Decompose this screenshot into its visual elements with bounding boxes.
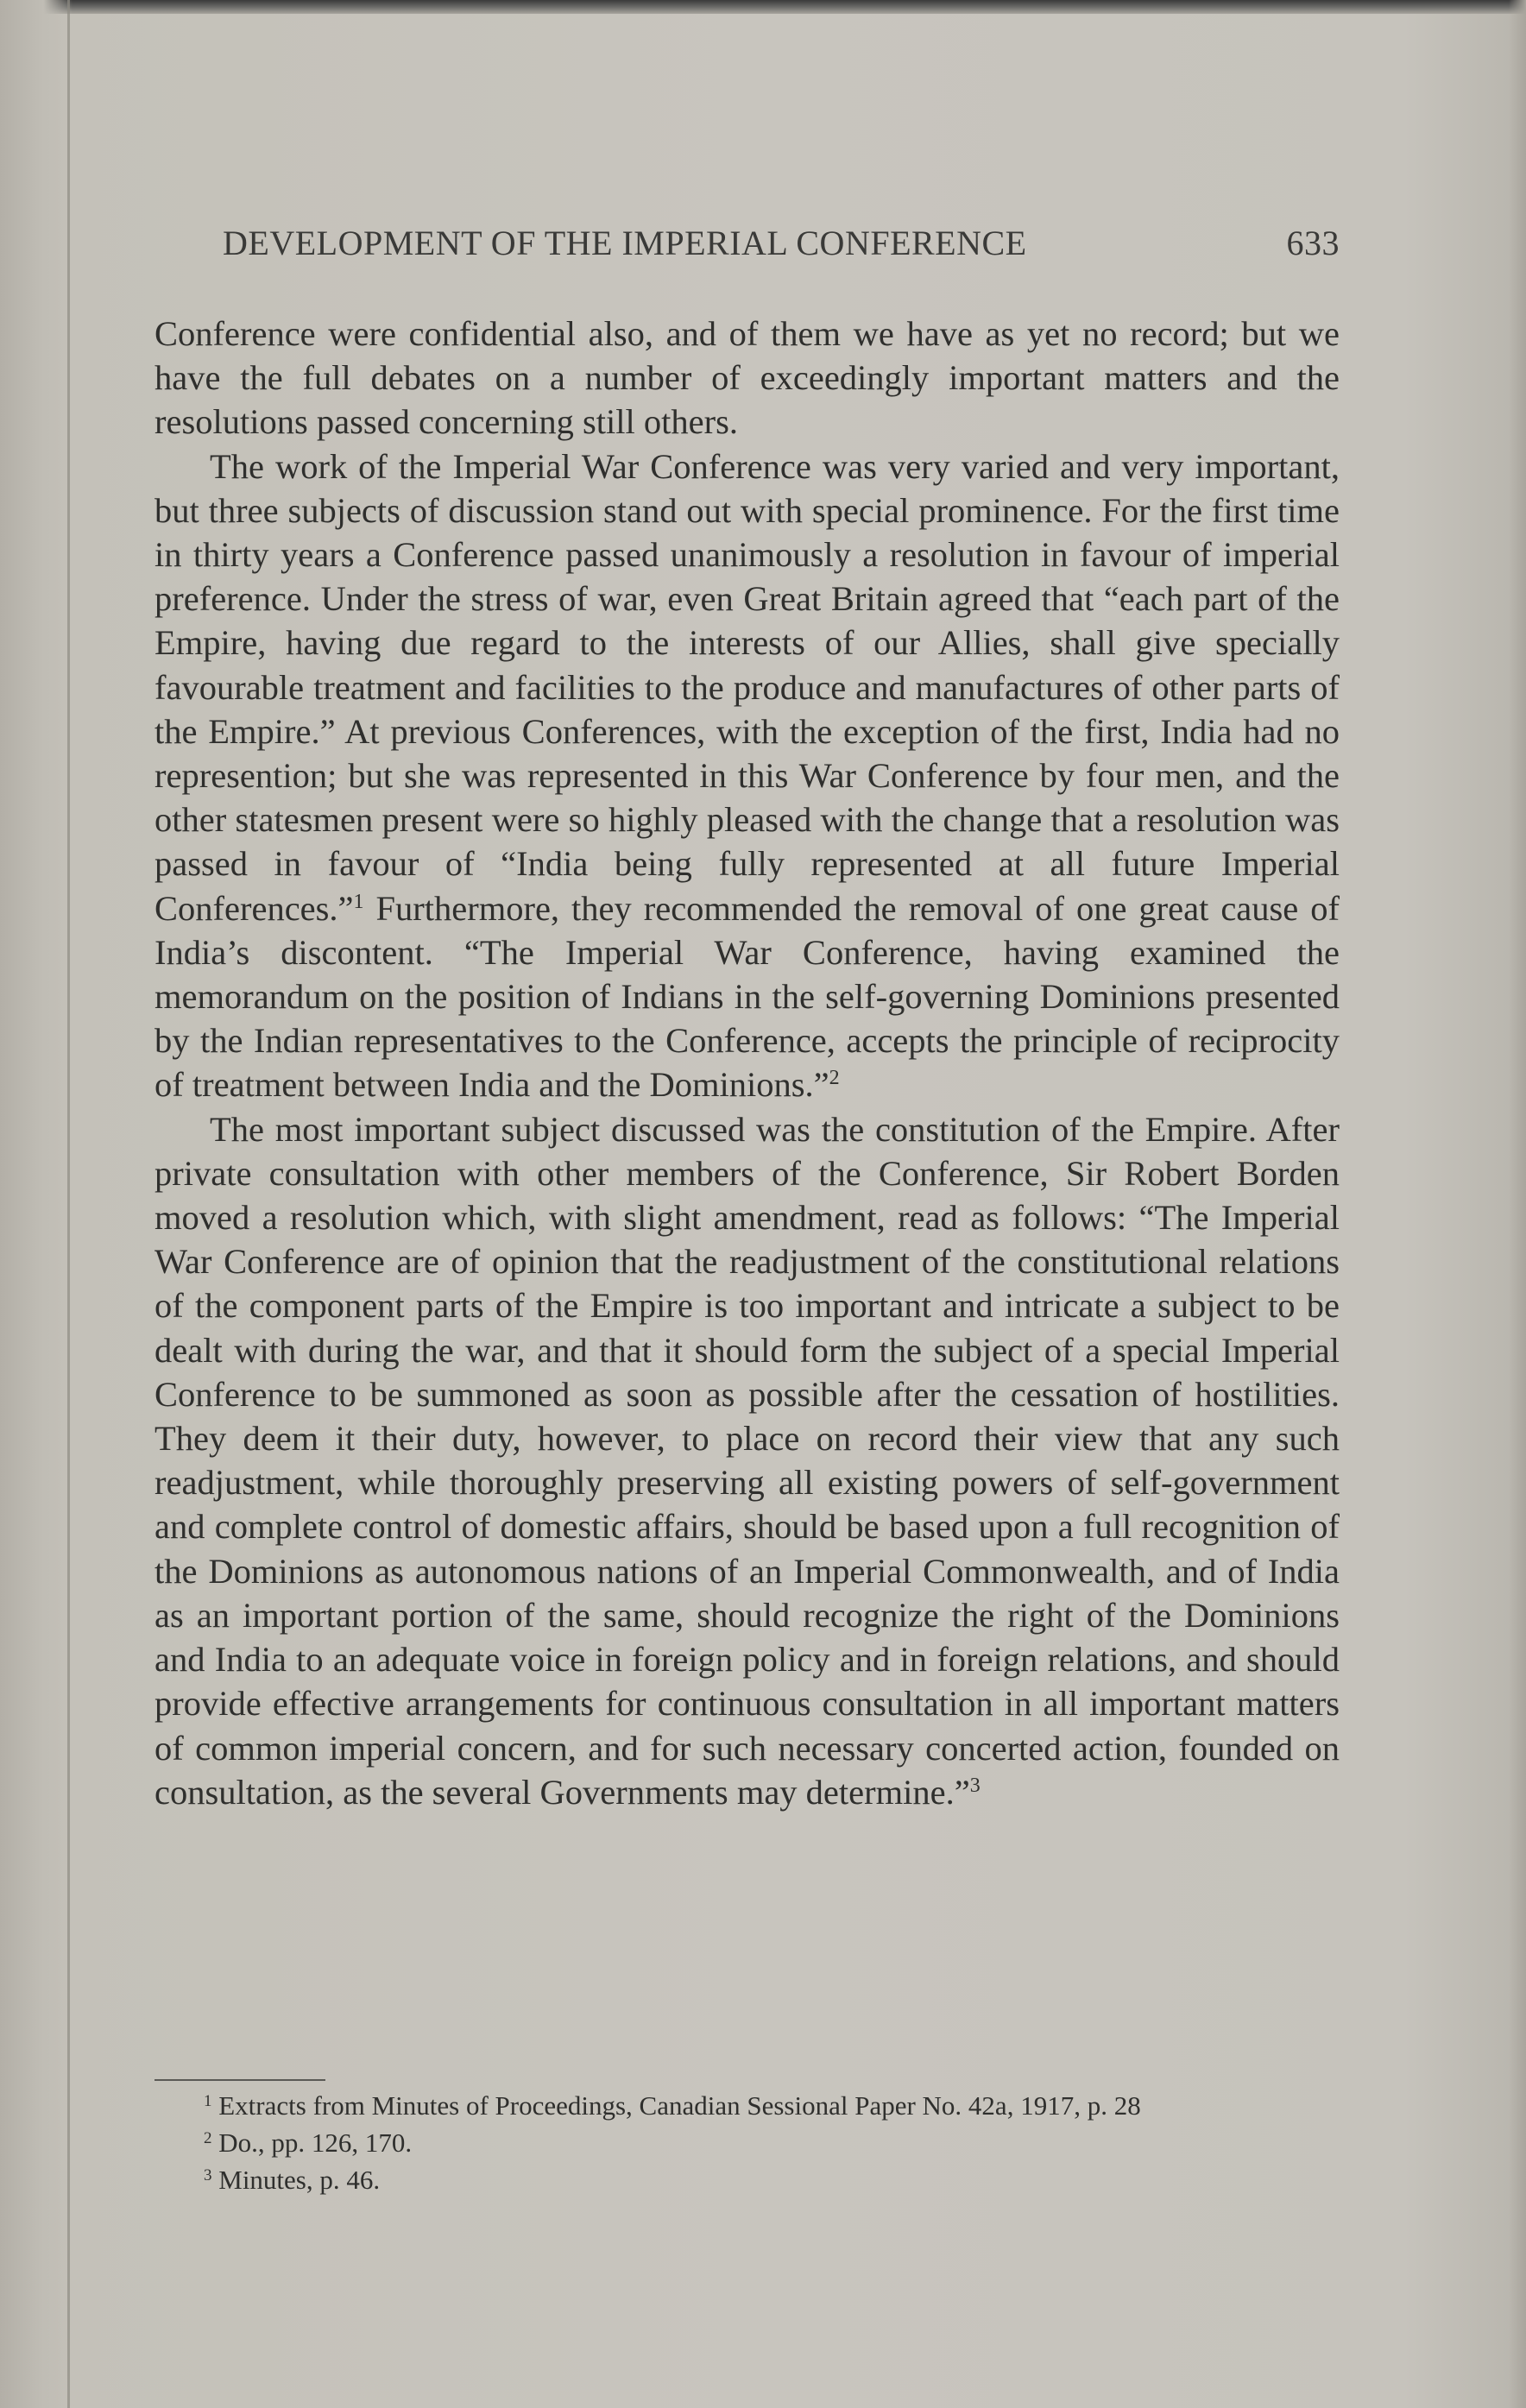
footnote-mark: 3	[204, 2166, 212, 2184]
footnote-text: Minutes, p. 46.	[218, 2165, 381, 2195]
footnote-reference[interactable]: 1	[353, 890, 364, 913]
paragraph-war-conference	[154, 444, 1340, 1107]
footnote-reference[interactable]: 2	[829, 1067, 840, 1090]
paragraph-continued	[154, 312, 1340, 444]
body-text	[154, 312, 1340, 1814]
paragraph-text: The work of the Imperial War Conference was very varied and very important, but three subjects of discussion stand out with special prominence. For the first time in thirty years a Conference passed unanimously a resolution in favour of imperial preference. Under the stress of war, even Great Britain agreed that “each part of the Empire, having due regard to the interests of our Allies, shall give specially favourable treatment and facilities to the produce and manufactures of other parts of the Empire.” At previous Conferences, with the exception of the first, India had no represention; but she was represented in this War Conference by four men, and the other statesmen present were so highly pleased with the change that a resolution was passed in favour of “India being fully represented at all future Imperial Conferences.”	[154, 446, 1340, 928]
paragraph-text: Conference were confidential also, and of them we have as yet no record; but we have the full debates on a number of exceedingly important matters and the resolutions passed concerning still others.	[154, 314, 1340, 442]
footnote-mark: 1	[204, 2092, 212, 2110]
paragraph-text: The most important subject discussed was the constitution of the Empire. After private consultation with other members of the Conference, Sir Robert Borden moved a resolution which, with slight amendment, read as follows: “The Imperial War Conference are of opinion that the readjustment of the constitutional relations of the component parts of the Empire is too important and intricate a subject to be dealt with during the war, and that it should form the subject of a special Imperial Conference to be summoned as soon as possible after the cessation of hostilities. They deem it their duty, however, to place on record their view that any such readjustment, while thoroughly preserving all existing powers of self-government and complete control of domestic affairs, should be based upon a full recognition of the Dominions as autonomous nations of an Imperial Commonwealth, and of India as an important portion of the same, should recognize the right of the Dominions and India to an adequate voice in foreign policy and in foreign relations, and should provide effective arrangements for continuous consultation in all important matters of common imperial concern, and for such necessary concerted action, founded on consultation, as the several Governments may determine.”	[154, 1109, 1340, 1812]
footnote	[204, 2161, 1343, 2198]
running-head-title: DEVELOPMENT OF THE IMPERIAL CONFERENCE	[223, 224, 1027, 262]
footnotes	[204, 2087, 1343, 2198]
paragraph-constitution	[154, 1107, 1340, 1814]
footnote-text: Do., pp. 126, 170.	[218, 2127, 413, 2158]
page-number: 633	[1286, 224, 1340, 262]
footnote-separator-rule	[154, 2079, 325, 2081]
footnote	[204, 2124, 1343, 2161]
paragraph-text: Furthermore, they recommended the removal of one great cause of India’s discontent. “The Imperial War Conference, having examined the memorandum on the position of Indians in the self-governing Dominions presented by the Indian representatives to the Conference, accepts the principle of reciprocity of treatment between India and the Dominions.”	[154, 888, 1340, 1105]
binding-spine-line	[67, 0, 70, 2408]
footnote-text: Extracts from Minutes of Proceedings, Canadian Sessional Paper No. 42a, 1917, p. 28	[218, 2090, 1141, 2121]
page-binding-edge	[0, 0, 73, 2408]
footnote-reference[interactable]: 3	[969, 1774, 981, 1797]
page-top-edge-shadow	[0, 0, 1526, 14]
footnote	[204, 2087, 1343, 2124]
footnote-mark: 2	[204, 2129, 212, 2147]
page-right-edge-shadow	[1509, 0, 1526, 2408]
running-head	[223, 223, 1340, 271]
